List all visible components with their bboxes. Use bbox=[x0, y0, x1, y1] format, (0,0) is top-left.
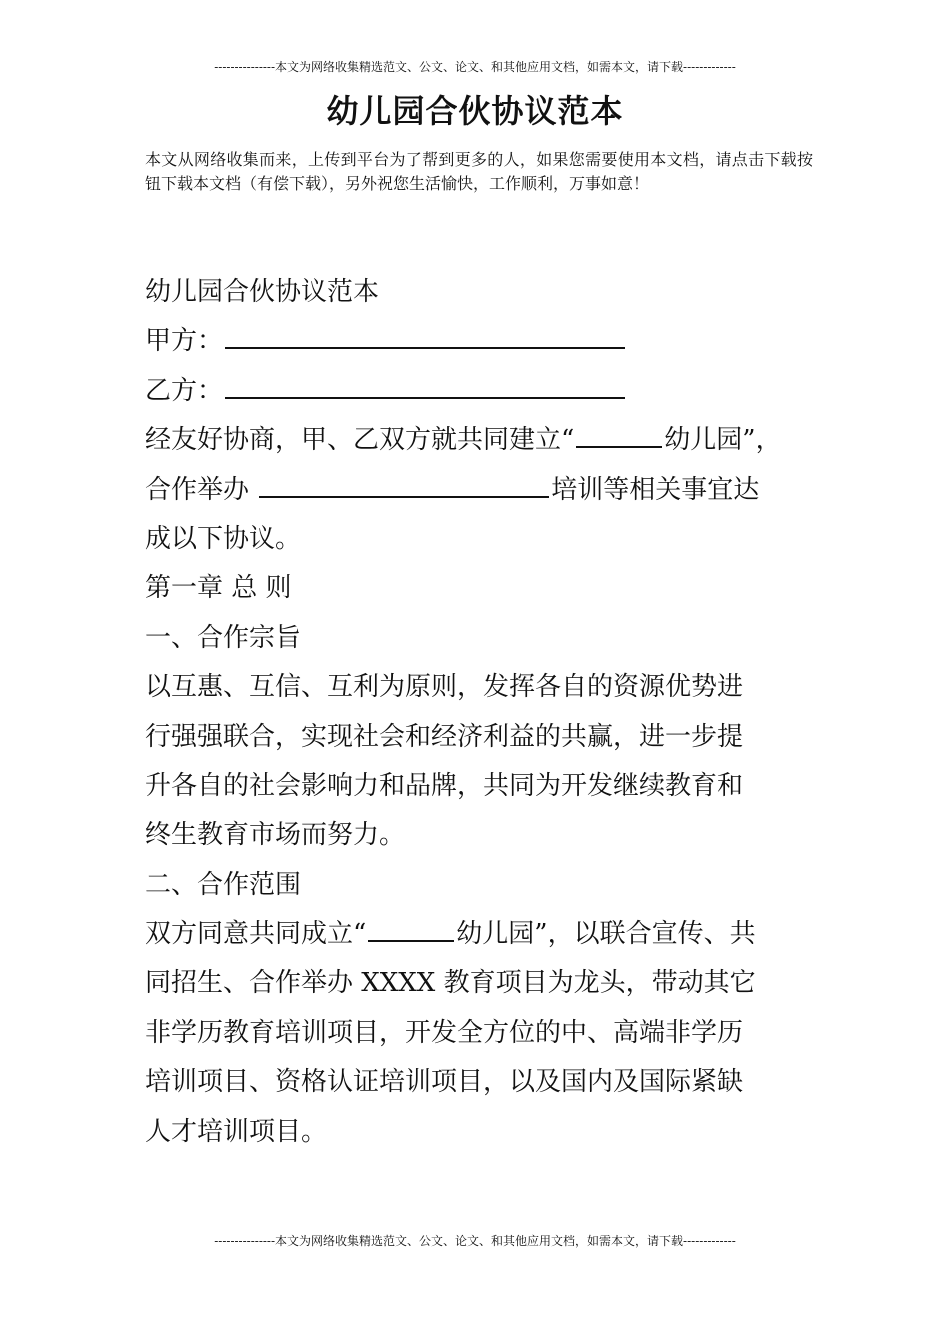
paragraph-line bbox=[145, 466, 813, 515]
paragraph-line: 人才培训项目。 bbox=[145, 1116, 328, 1147]
party-b-blank bbox=[225, 367, 625, 399]
paragraph-text: 培训等相关事宜达 bbox=[551, 474, 760, 505]
party-a-blank bbox=[225, 317, 625, 349]
paragraph-line: 培训项目、资格认证培训项目，以及国内及国际紧缺 bbox=[145, 1067, 744, 1098]
party-b-label: 乙方： bbox=[145, 375, 224, 406]
body-subtitle: 幼儿园合伙协议范本 bbox=[145, 277, 380, 307]
document-title: 幼儿园合伙协议范本 bbox=[326, 92, 624, 130]
paragraph-line: 同招生、合作举办 XXXX 教育项目为龙头，带动其它 bbox=[145, 968, 756, 999]
paragraph-text: 经友好协商，甲、乙双方就共同建立“ bbox=[145, 425, 575, 456]
paragraph-text: 幼儿园”，以联合宣传、共 bbox=[456, 919, 756, 950]
page-footer-note: ---------------本文为网络收集精选范文、公文、论文、和其他应用文档，如需本文，请下载------------- bbox=[214, 1234, 736, 1248]
party-a-label: 甲方： bbox=[145, 326, 224, 357]
party-b-line bbox=[145, 367, 813, 416]
chapter-heading: 第一章 总 则 bbox=[145, 573, 292, 604]
kindergarten-name-blank bbox=[576, 416, 662, 448]
page-header-note: ---------------本文为网络收集精选范文、公文、论文、和其他应用文档，如需本文，请下载------------- bbox=[214, 60, 736, 74]
kindergarten-name-blank bbox=[368, 910, 454, 942]
paragraph-line: 行强强联合，实现社会和经济利益的共赢，进一步提 bbox=[145, 721, 744, 752]
paragraph-line: 成以下协议。 bbox=[145, 523, 302, 554]
paragraph-text: 合作举办 bbox=[145, 474, 250, 505]
paragraph-line: 终生教育市场而努力。 bbox=[145, 820, 406, 851]
intro-paragraph: 本文从网络收集而来，上传到平台为了帮到更多的人，如果您需要使用本文档，请点击下载按钮下载本文档（有偿下载），另外祝您生活愉快，工作顺利，万事如意！ bbox=[145, 150, 813, 193]
paragraph-text: 双方同意共同成立“ bbox=[145, 919, 367, 950]
section-heading: 二、合作范围 bbox=[145, 869, 302, 900]
training-item-blank bbox=[259, 466, 549, 498]
section-heading: 一、合作宗旨 bbox=[145, 622, 302, 653]
party-a-line bbox=[145, 317, 813, 366]
paragraph-line: 非学历教育培训项目，开发全方位的中、高端非学历 bbox=[145, 1017, 744, 1048]
paragraph-text: 幼儿园”， bbox=[664, 425, 782, 456]
paragraph-line: 以互惠、互信、互利为原则，发挥各自的资源优势进 bbox=[145, 672, 744, 703]
paragraph-line: 升各自的社会影响力和品牌，共同为开发继续教育和 bbox=[145, 770, 744, 801]
document-body bbox=[145, 268, 813, 1157]
paragraph-line bbox=[145, 416, 813, 465]
paragraph-line bbox=[145, 910, 813, 959]
